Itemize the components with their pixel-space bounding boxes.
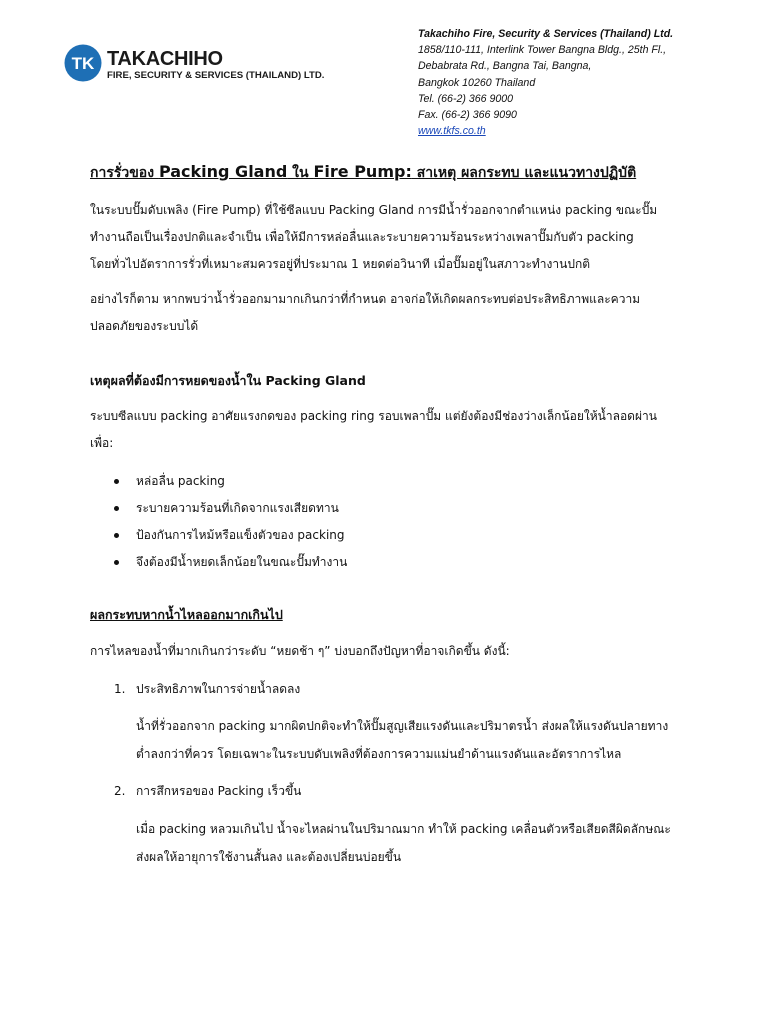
text-line: ระบบซีลแบบ packing อาศัยแรงกดของ packing ring รอบเพลาปั๊ม แต่ยังต้องมีช่องว่างเล็กน้อยให้น้ำลอดผ่าน (90, 409, 657, 423)
tk-logo-icon (64, 44, 102, 82)
title-part: Fire Pump: (313, 162, 412, 181)
text-line: ต่ำลงกว่าที่ควร โดยเฉพาะในระบบดับเพลิงที่ต้องการความแม่นยำด้านแรงดันและอัตราการไหล (136, 747, 622, 761)
title-part: ใน (287, 165, 314, 181)
website-link[interactable]: www.tkfs.co.th (418, 125, 486, 138)
intro-paragraph-2 (90, 286, 690, 340)
section2-intro: การไหลของน้ำที่มากเกินกว่าระดับ “หยดช้า ๆ” บ่งบอกถึงปัญหาที่อาจเกิดขึ้น ดังนี้: (90, 644, 510, 658)
bullet-list (114, 468, 674, 576)
numbered-item (114, 779, 674, 803)
item-text (136, 815, 696, 871)
bullet-item: ป้องกันการไหม้หรือแข็งตัวของ packing (114, 522, 674, 549)
text-line: อย่างไรก็ตาม หากพบว่าน้ำรั่วออกมามากเกินกว่าที่กำหนด อาจก่อให้เกิดผลกระทบต่อประสิทธิภาพและความ (90, 292, 641, 306)
text-line: น้ำที่รั่วออกจาก packing มากผิดปกติจะทำให้ปั๊มสูญเสียแรงดันและปริมาตรน้ำ ส่งผลให้แรงดันปลายทาง (136, 719, 669, 733)
item-number: 1. (114, 682, 126, 696)
company-logo (64, 44, 364, 88)
text-line: เมื่อ packing หลวมเกินไป น้ำจะไหลผ่านในปริมาณมาก ทำให้ packing เคลื่อนตัวหรือเสียดสีผิดลักษณะ (136, 822, 671, 836)
item-label: ประสิทธิภาพในการจ่ายน้ำลดลง (136, 682, 301, 696)
address-line3: Bangkok 10260 Thailand (418, 76, 536, 89)
title-part: สาเหตุ ผลกระทบ และแนวทางปฏิบัติ (411, 165, 637, 181)
company-address (418, 26, 718, 139)
svg-text:TK: TK (71, 54, 95, 73)
address-line2: Debabrata Rd., Bangna Tai, Bangna, (418, 60, 592, 73)
address-line1: 1858/110-111, Interlink Tower Bangna Bldg., 25th Fl., (418, 44, 667, 57)
section1-paragraph (90, 403, 690, 457)
title-part: Packing Gland (158, 162, 288, 181)
text-line: เพื่อ: (90, 436, 114, 450)
numbered-item (114, 677, 674, 701)
document-title (90, 160, 690, 185)
intro-paragraph (90, 197, 690, 278)
bullet-item: ระบายความร้อนที่เกิดจากแรงเสียดทาน (114, 495, 674, 522)
logo-name: TAKACHIHO (107, 48, 223, 70)
title-part: การรั่วของ (90, 165, 159, 181)
section-heading: เหตุผลที่ต้องมีการหยดของน้ำใน Packing Gland (90, 373, 366, 388)
text-line: ส่งผลให้อายุการใช้งานสั้นลง และต้องเปลี่ยนบ่อยขึ้น (136, 850, 402, 864)
text-line: ในระบบปั๊มดับเพลิง (Fire Pump) ที่ใช้ซีลแบบ Packing Gland การมีน้ำรั่วออกจากตำแหน่ง packing ขณะปั๊ม (90, 203, 658, 217)
item-number: 2. (114, 784, 126, 798)
bullet-item: หล่อลื่น packing (114, 468, 674, 495)
text-line: ทำงานถือเป็นเรื่องปกติและจำเป็น เพื่อให้มีการหล่อลื่นและระบายความร้อนระหว่างเพลาปั๊มกับตัว packing (90, 230, 634, 244)
section-heading: ผลกระทบหากน้ำไหลออกมากเกินไป (90, 607, 283, 622)
text-line: ปลอดภัยของระบบได้ (90, 319, 199, 333)
item-label: การสึกหรอของ Packing เร็วขึ้น (136, 784, 302, 798)
logo-subtitle: FIRE, SECURITY & SERVICES (THAILAND) LTD. (107, 70, 325, 81)
text-line: โดยทั่วไปอัตราการรั่วที่เหมาะสมควรอยู่ที่ประมาณ 1 หยดต่อวินาที เมื่อปั๊มอยู่ในสภาวะทำงานปกติ (90, 257, 591, 271)
address-tel: Tel. (66-2) 366 9000 (418, 92, 514, 105)
address-company: Takachiho Fire, Security & Services (Thailand) Ltd. (418, 28, 674, 40)
address-fax: Fax. (66-2) 366 9090 (418, 109, 517, 122)
item-text (136, 712, 696, 768)
bullet-item: จึงต้องมีน้ำหยดเล็กน้อยในขณะปั๊มทำงาน (114, 549, 674, 576)
